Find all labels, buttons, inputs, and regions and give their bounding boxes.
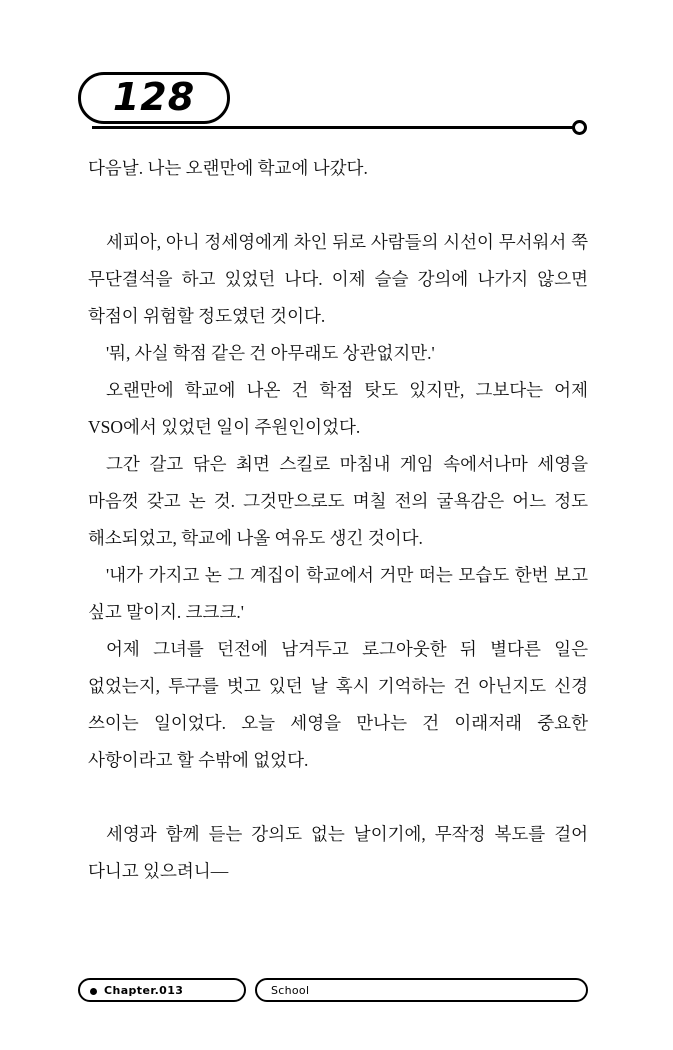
header-divider-line xyxy=(92,126,578,129)
paragraph: 오랜만에 학교에 나온 건 학점 탓도 있지만, 그보다는 어제 VSO에서 있었던 일이 주원인이었다. xyxy=(88,380,588,437)
paragraph: '내가 가지고 논 그 계집이 학교에서 거만 떠는 모습도 한번 보고 싶고 말이지. 크크크.' xyxy=(88,565,588,622)
footer-chapter-label: Chapter.013 xyxy=(104,984,184,997)
footer-title-label: School xyxy=(271,984,310,997)
paragraph: 그간 갈고 닦은 최면 스킬로 마침내 게임 속에서나마 세영을 마음껏 갖고 논 것. 그것만으로도 며칠 전의 굴욕감은 어느 정도 해소되었고, 학교에 나올 여유도 생긴 것이다. xyxy=(88,454,588,548)
paragraph: 어제 그녀를 던전에 남겨두고 로그아웃한 뒤 별다른 일은 없었는지, 투구를 벗고 있던 날 혹시 기억하는 건 아닌지도 신경 쓰이는 일이었다. 오늘 세영을 만나는 건 이래저래 중요한 사항이라고 할 수밖에 없었다. xyxy=(88,639,588,770)
paragraph: 세영과 함께 듣는 강의도 없는 날이기에, 무작정 복도를 걸어 다니고 있으려니― xyxy=(88,824,588,881)
paragraph-spacer xyxy=(88,779,588,816)
bullet-dot-icon xyxy=(90,988,97,995)
paragraph: 다음날. 나는 오랜만에 학교에 나갔다. xyxy=(88,158,368,178)
footer-chapter-badge xyxy=(78,978,246,1002)
header-divider-end-dot xyxy=(572,120,587,135)
page-number-badge xyxy=(78,72,238,126)
paragraph: 세피아, 아니 정세영에게 차인 뒤로 사람들의 시선이 무서워서 쭉 무단결석을 하고 있었던 나다. 이제 슬슬 강의에 나가지 않으면 학점이 위험할 정도였던 것이다. xyxy=(88,232,588,326)
page-number: 128 xyxy=(112,75,196,119)
page-body-text xyxy=(88,150,588,890)
paragraph: '뭐, 사실 학점 같은 건 아무래도 상관없지만.' xyxy=(106,343,435,363)
paragraph-spacer xyxy=(88,187,588,224)
footer-title-badge xyxy=(255,978,588,1002)
